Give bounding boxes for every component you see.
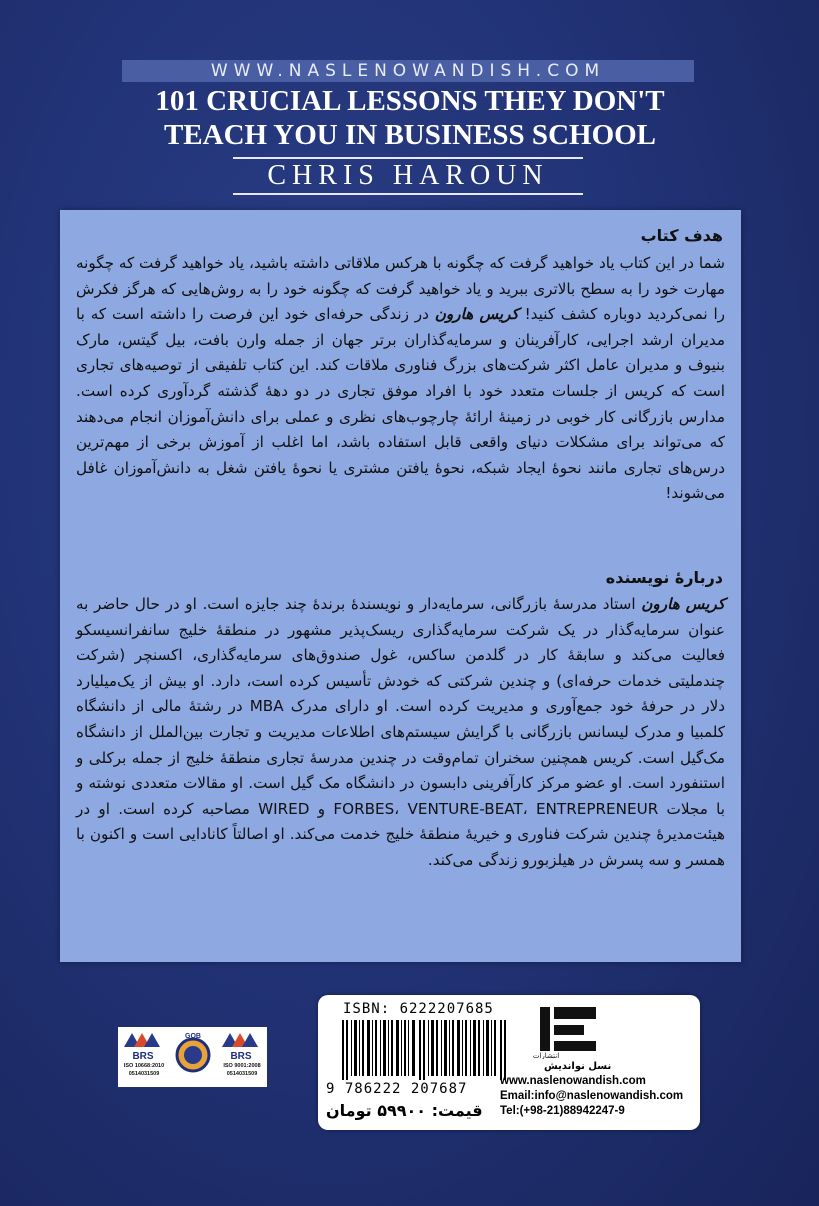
isbn-sticker: [318, 995, 700, 1130]
book-goal-text-before: شما در این کتاب یاد خواهید گرفت که چگونه با هرکس ملاقاتی داشته باشید، یاد خواهید گرفت که چگونه مهارت خود را به سطح بالاتری ببرید و یاد خواهید گرفت که چگونه خود را به روش‌هایی که هرگز فکرش را نمی‌کردید دوباره کشف کنید!: [76, 254, 726, 324]
author-name: CHRIS HAROUN: [267, 160, 549, 191]
certification-badges: [118, 1027, 267, 1087]
publisher-logo-icon: [532, 1003, 604, 1059]
publisher-phone: Tel:(+98-21)88942247-9: [500, 1105, 625, 1117]
book-title-line-1: 101 CRUCIAL LESSONS THEY DON'T: [155, 85, 665, 117]
svg-text:BRS: BRS: [132, 1051, 154, 1061]
about-author-text: [76, 592, 725, 874]
website-url-banner: WWW.NASLENOWANDISH.COM: [122, 60, 694, 82]
about-author-name: کریس هارون: [641, 595, 726, 613]
badge-left-standard: ISO 10668:2010: [123, 1063, 165, 1069]
barcode-icon: [342, 1020, 508, 1080]
book-goal-text-after: در زندگی حرفه‌ای خود این فرصت را داشته است که با مدیران ارشد اجرایی، کارآفرینان و سرمایه‌گذاران برتر جهان از جمله وارن بافت، بیل گیتس، مارک بنیوف و مدیران عامل اکثر شرکت‌های بزرگ فناوری ملاقات کند. این کتاب تلفیقی از توصیه‌های تجاری است که کریس از جلسات متعدد خود با افراد موفق تجاری در دو دهۀ گذشته گردآوری کرده است. مدارس بازرگانی کار خوبی در زمینۀ ارائۀ چارچوب‌های نظری و عملی برای دانش‌آموزان انجام می‌دهند که می‌تواند برای مشکلات دنیای واقعی قابل استفاده باشد، اما اغلب از آموزش برخی از مهم‌ترین درس‌های تجاری مانند نحوۀ ایجاد شبکه، نحوۀ یافتن مشتری یا نحوۀ یافتن شغل به دانش‌آموزان غافل می‌شوند!: [76, 305, 725, 503]
badge-right-code: 0514031509: [226, 1071, 258, 1077]
badge-right-standard: ISO 9001:2008: [223, 1063, 261, 1069]
description-panel: [60, 210, 741, 962]
divider-bottom: [233, 193, 583, 195]
about-author-body: استاد مدرسۀ بازرگانی، سرمایه‌دار و نویسندۀ برندۀ چند جایزه است. او در حال حاضر به عنوان سرمایه‌گذار در یک شرکت سرمایه‌گذاری ریسک‌پذیر مشهور در منطقۀ خلیج سانفرانسیسکو فعالیت می‌کند و سابقۀ کار در گلدمن ساکس، غول صندوق‌های سرمایه‌گذاری، اکسنچر (شرکت چندملیتی خدمات حرفه‌ای) و چندین شرکتی که خودش تأسیس کرده است، دارد. او بیش از یک‌میلیارد دلار در حرفۀ خود جمع‌آوری و مدیریت کرده است. او دارای مدرک MBA در رشتۀ مالی از دانشگاه کلمبیا و مدرک لیسانس بازرگانی با گرایش سیستم‌های اطلاعات مدیریت و تجارت بین‌الملل از دانشگاه مک‌گیل است. کریس همچنین سخنران تمام‌وقت در چندین مدرسۀ تجاری منطقۀ خلیج از جمله برکلی و استنفورد است. او عضو مرکز کارآفرینی دابسون در دانشگاه مک گیل است. او مقالات متعددی نوشته و با مجلات FORBES، VENTURE-BEAT، ENTREPRENEUR و WIRED مصاحبه کرده است. او در هیئت‌مدیرۀ چندین شرکت فناوری و خیریۀ منطقۀ خلیج خدمت می‌کند. او اصالتاً کانادایی است و اکنون با همسر و سه پسرش در هیلزبورو زندگی می‌کند.: [76, 595, 725, 869]
brs-iso-badge-left: [120, 1029, 166, 1085]
isbn-label: ISBN: 6222207685: [343, 1001, 494, 1017]
seal-icon: [170, 1029, 216, 1085]
brs-logo-icon: [120, 1029, 166, 1061]
svg-text:BRS: BRS: [230, 1051, 252, 1061]
price-label: قیمت: ۵۹۹۰۰ تومان: [326, 1101, 483, 1120]
brs-iso-badge-right: [218, 1029, 264, 1085]
about-author-heading: دربارۀ نویسنده: [605, 568, 723, 587]
publisher-name: نسل نواندیش: [544, 1061, 612, 1072]
svg-text:GOB: GOB: [185, 1033, 201, 1040]
barcode-number: 9 786222 207687: [326, 1081, 468, 1097]
book-goal-text: [76, 251, 725, 507]
book-title-line-2: TEACH YOU IN BUSINESS SCHOOL: [163, 119, 657, 151]
publisher-email: Email:info@naslenowandish.com: [500, 1090, 684, 1102]
book-goal-heading: هدف کتاب: [640, 226, 723, 245]
divider-top: [233, 157, 583, 159]
brs-logo-icon: [218, 1029, 264, 1061]
badge-left-code: 0514031509: [128, 1071, 160, 1077]
book-goal-author-name: کریس هارون: [434, 305, 519, 324]
svg-text:انتشارات: انتشارات: [532, 1052, 560, 1059]
gob-seal-badge: [170, 1029, 216, 1085]
publisher-website: www.naslenowandish.com: [500, 1075, 646, 1087]
